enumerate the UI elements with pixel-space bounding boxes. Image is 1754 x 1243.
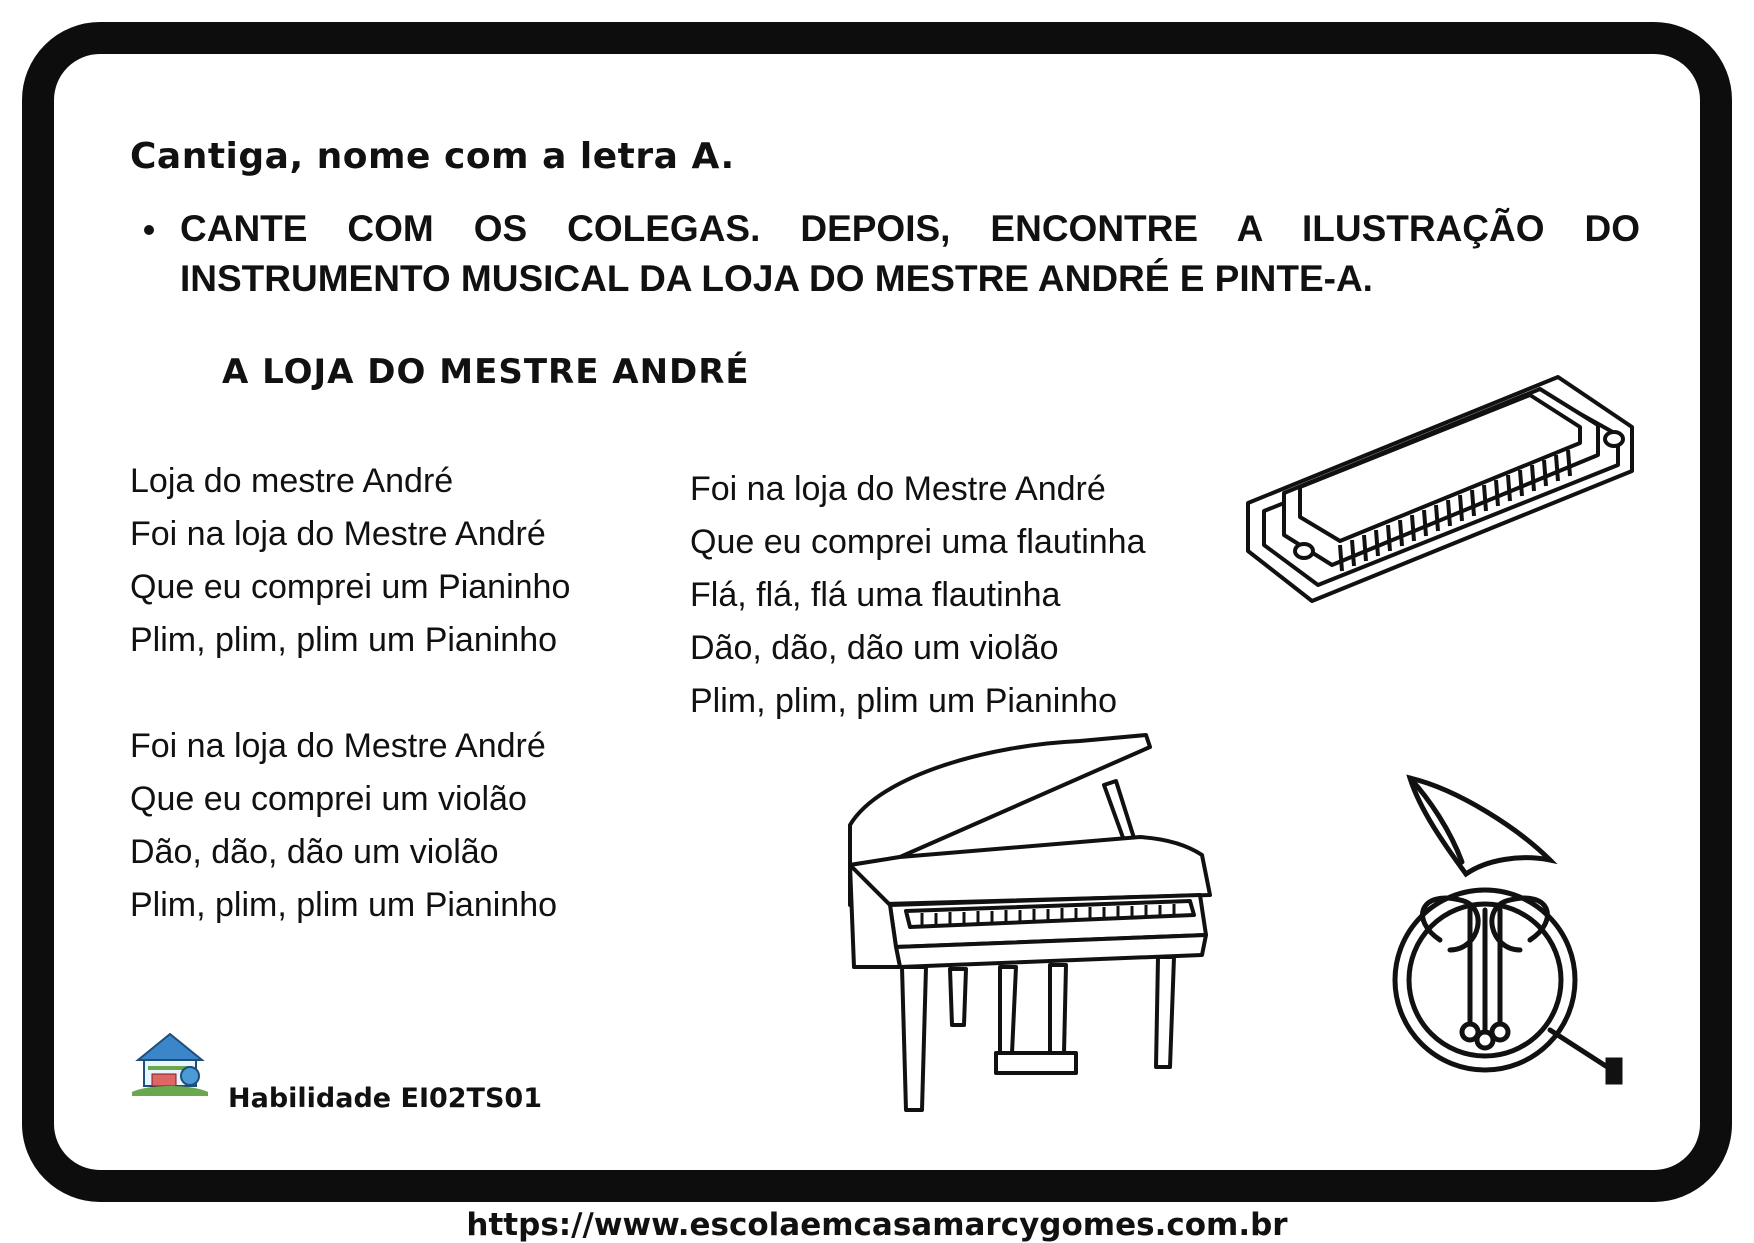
school-logo-icon: [128, 1030, 212, 1102]
verse-2: [130, 720, 557, 932]
skill-label: Habilidade EI02TS01: [228, 1083, 542, 1114]
harmonica-icon[interactable]: [1240, 375, 1640, 615]
website-url[interactable]: https://www.escolaemcasamarcygomes.com.br: [466, 1207, 1288, 1243]
instruction-item: [180, 204, 1640, 304]
page-title: Cantiga, nome com a letra A.: [130, 136, 735, 177]
lyric-line: Plim, plim, plim um Pianinho: [130, 621, 558, 659]
lyric-line: Plim, plim, plim um Pianinho: [130, 886, 558, 924]
grand-piano-icon[interactable]: [840, 735, 1230, 1115]
lyric-line: Flá, flá, flá uma flautinha: [690, 576, 1061, 614]
lyric-line: Dão, dão, dão um violão: [130, 833, 499, 871]
lyric-line: Que eu comprei um Pianinho: [130, 568, 571, 606]
lyric-line: Plim, plim, plim um Pianinho: [690, 682, 1118, 720]
instruction-text: CANTE COM OS COLEGAS. DEPOIS, ENCONTRE A ILUSTRAÇÃO DO INSTRUMENTO MUSICAL DA LOJA DO MESTRE ANDRÉ E PINTE-A.: [180, 208, 1640, 299]
lyric-line: Foi na loja do Mestre André: [690, 470, 1106, 508]
verse-3: [690, 463, 1145, 728]
lyric-line: Loja do mestre André: [130, 462, 454, 500]
lyric-line: Dão, dão, dão um violão: [690, 629, 1059, 667]
bullet-icon: [144, 225, 154, 235]
verse-1: [130, 455, 570, 667]
song-title: A LOJA DO MESTRE ANDRÉ: [222, 352, 750, 392]
lyric-line: Que eu comprei uma flautinha: [690, 523, 1146, 561]
lyric-line: Foi na loja do Mestre André: [130, 515, 546, 553]
lyric-line: Foi na loja do Mestre André: [130, 727, 546, 765]
lyric-line: Que eu comprei um violão: [130, 780, 527, 818]
french-horn-icon[interactable]: [1390, 770, 1630, 1100]
